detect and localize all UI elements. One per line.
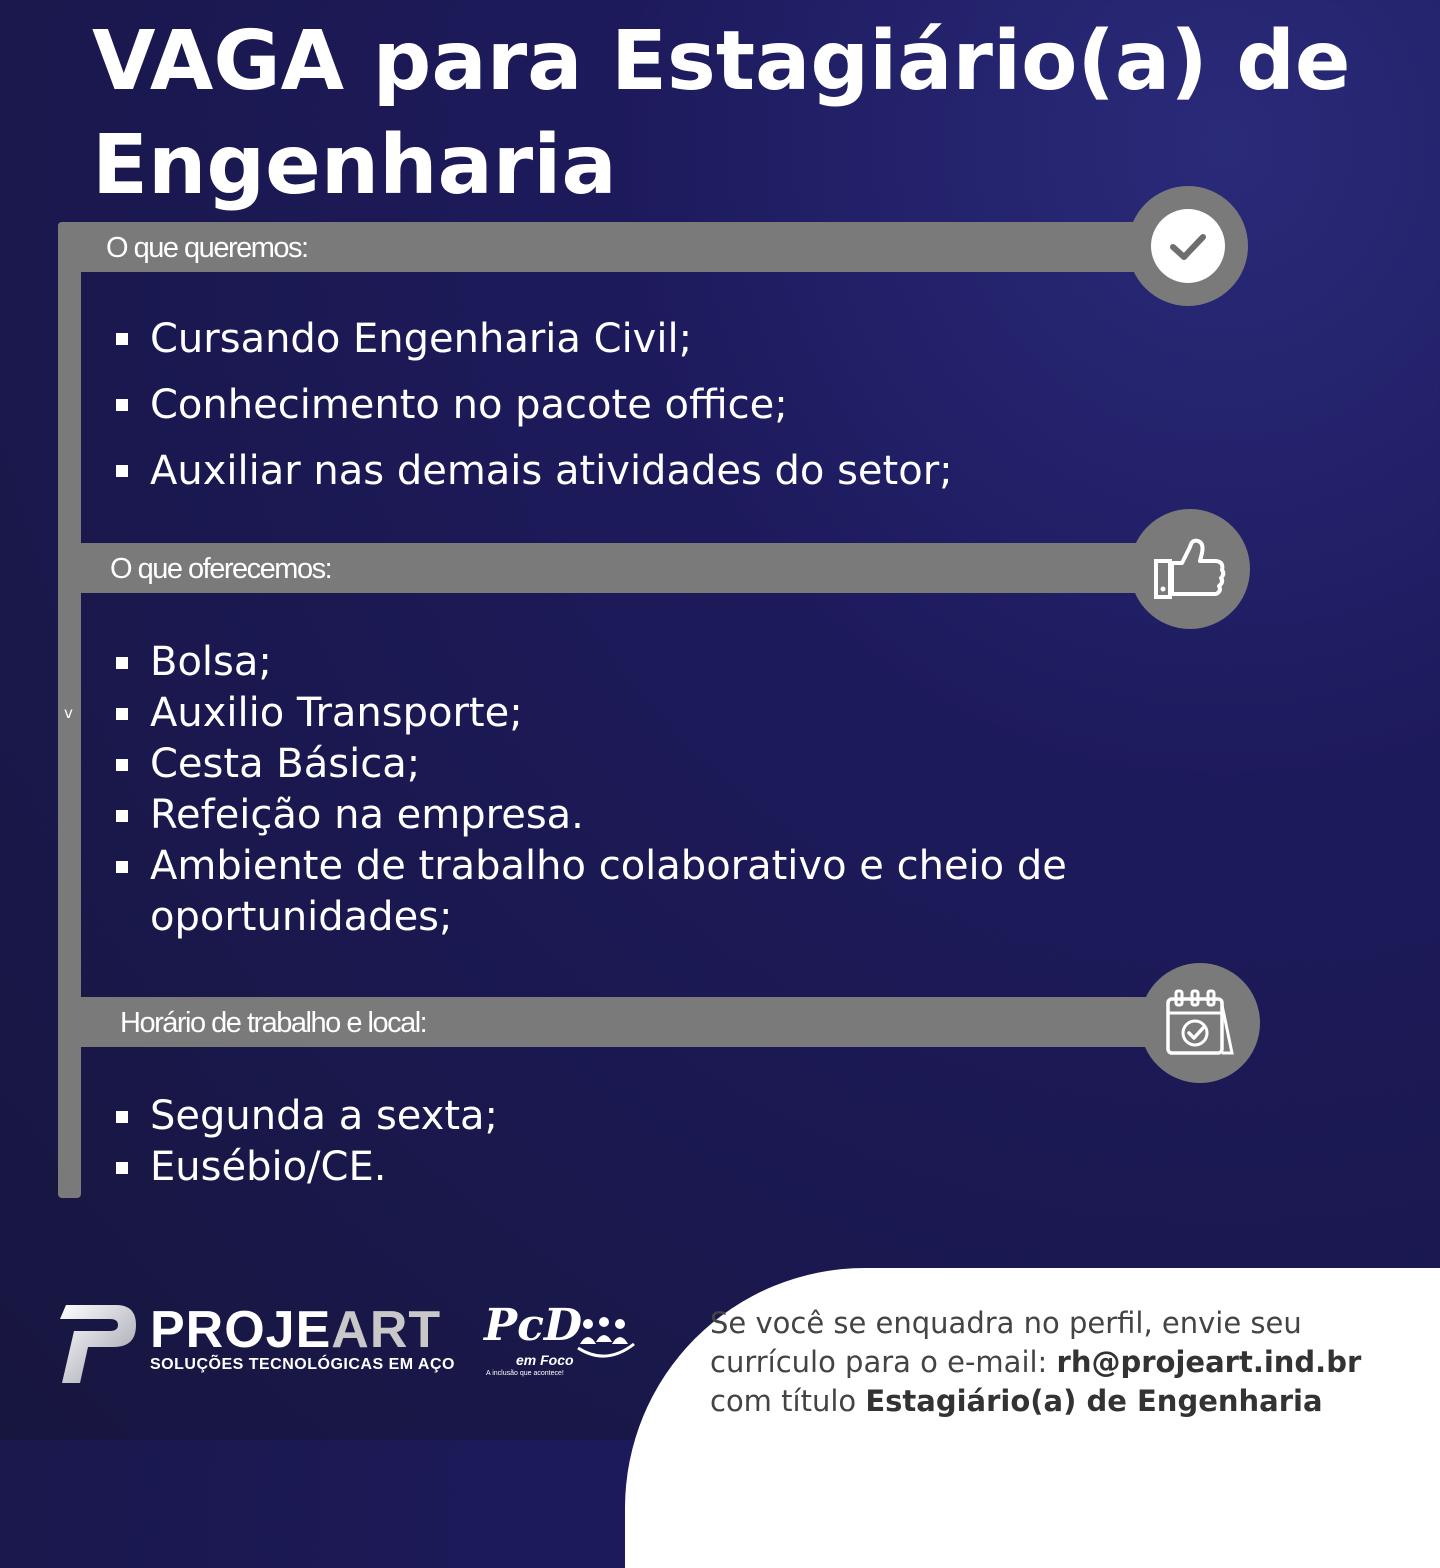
calendar-check-icon <box>1140 963 1260 1083</box>
list-item: Cursando Engenharia Civil; <box>116 306 953 372</box>
list-item: Bolsa; <box>116 637 1156 688</box>
list-item: Auxiliar nas demais atividades do setor; <box>116 438 953 504</box>
list-item: Eusébio/CE. <box>116 1142 498 1193</box>
list-item: Ambiente de trabalho colaborativo e cheio de oportunidades; <box>116 841 1156 943</box>
schedule-list <box>116 1091 498 1193</box>
section-heading: Horário de trabalho e local: <box>120 1007 427 1039</box>
list-item: Cesta Básica; <box>116 739 1156 790</box>
contact-email: rh@projeart.ind.br <box>1056 1345 1362 1379</box>
projeart-logo-tagline: SOLUÇÕES TECNOLÓGICAS EM AÇO <box>150 1356 455 1373</box>
projeart-logo-name: PROJEART <box>150 1301 442 1359</box>
section-header-benefits <box>58 543 1153 593</box>
checkmark-icon <box>1128 186 1248 306</box>
people-group-icon <box>576 1314 636 1362</box>
section-header-schedule <box>58 997 1163 1047</box>
list-item: Conhecimento no pacote office; <box>116 372 953 438</box>
benefits-list <box>116 637 1156 943</box>
section-heading: O que queremos: <box>106 232 308 264</box>
stray-mark: v <box>64 704 73 722</box>
projeart-logo-icon <box>58 1303 138 1385</box>
pcd-em-foco-logo <box>484 1300 639 1385</box>
page-title: VAGA para Estagiário(a) de Engenharia <box>92 14 1351 213</box>
list-item: Refeição na empresa. <box>116 790 1156 841</box>
requirements-list <box>116 306 953 504</box>
thumbs-up-icon <box>1130 509 1250 629</box>
footer-contact-text: Se você se enquadra no perfil, envie seu currículo para o e-mail: rh@projeart.ind.br com título Estagiário(a) de Engenharia <box>710 1306 1362 1418</box>
section-header-requirements <box>58 222 1148 272</box>
email-subject: Estagiário(a) de Engenharia <box>865 1384 1323 1418</box>
list-item: Auxilio Transporte; <box>116 688 1156 739</box>
list-item: Segunda a sexta; <box>116 1091 498 1142</box>
pcd-logo-tagline: A inclusão que acontece! <box>486 1370 564 1377</box>
pcd-logo-name: PcD <box>484 1300 583 1351</box>
pcd-logo-sub: em Foco <box>516 1352 574 1368</box>
section-heading: O que oferecemos: <box>110 553 332 585</box>
